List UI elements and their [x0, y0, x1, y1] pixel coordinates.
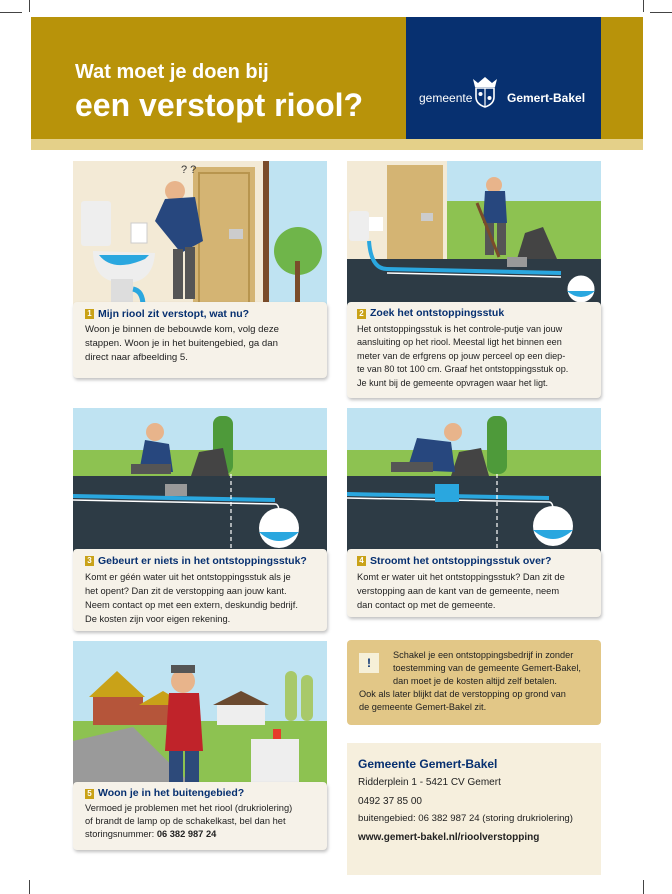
step-text-line: stappen. Woon je in het buitengebied, ga dan [85, 338, 278, 349]
contact-name: Gemeente Gemert-Bakel [358, 757, 498, 771]
warning-text-line: Ook als later blijkt dat de verstopping op grond van [359, 689, 566, 699]
illustration-countryside [73, 641, 327, 786]
step-card-5 [73, 782, 327, 850]
step-title: Stroomt het ontstoppingsstuk over? [370, 555, 552, 567]
contact-box [347, 743, 601, 875]
step-text-line: De kosten zijn voor eigen rekening. [85, 614, 231, 624]
step-text-line: Je kunt bij de gemeente opvragen waar het ligt. [357, 377, 549, 388]
crop-mark [29, 0, 30, 12]
illustration-overflow [347, 408, 601, 553]
illustration-blocked-toilet [73, 161, 327, 306]
step-text-line: Woon je binnen de bebouwde kom, volg deze [85, 324, 279, 335]
contact-phone: 0492 37 85 00 [358, 796, 422, 807]
contact-website-link[interactable]: www.gemert-bakel.nl/rioolverstopping [358, 832, 540, 843]
contact-address: Ridderplein 1 - 5421 CV Gemert [358, 777, 501, 788]
step-text-line: Komt er water uit het ontstoppingsstuk? Dan zit de [357, 572, 565, 582]
illustration-digging [347, 161, 601, 306]
step-text-line: of brandt de lamp op de schakelkast, bel dan het [85, 816, 286, 826]
crop-mark [0, 12, 22, 13]
step-text-line: storingsnummer: [85, 829, 157, 839]
warning-text-line: de gemeente Gemert-Bakel zit. [359, 702, 487, 712]
exclamation-icon: ! [359, 653, 379, 673]
step-text-line: direct naar afbeelding 5. [85, 352, 188, 363]
crop-mark [29, 880, 30, 894]
step-number: 4 [357, 556, 366, 566]
step-text-line: Komt er géén water uit het ontstoppingsstuk als je [85, 572, 291, 582]
step-number: 1 [85, 309, 94, 319]
step-card-1 [73, 302, 327, 378]
step-card-4 [347, 549, 601, 617]
step-title: Zoek het ontstoppingsstuk [370, 307, 505, 319]
step-text-line: Het ontstoppingsstuk is het controle-putje van jouw [357, 323, 563, 334]
step-number: 2 [357, 309, 366, 319]
step-text-line: Vermoed je problemen met het riool (drukriolering) [85, 803, 293, 813]
step-title: Mijn riool zit verstopt, wat nu? [98, 308, 250, 320]
illustration-no-water [73, 408, 327, 553]
crop-mark [643, 880, 644, 894]
step-text-line: te van 80 tot 100 cm. Graaf het ontstoppingsstuk op. [357, 364, 569, 374]
step-card-2 [347, 302, 601, 398]
warning-text-line: toestemming van de gemeente Gemert-Bakel, [393, 663, 581, 673]
header-banner: Wat moet je doen bij een verstopt riool? gemeente Gemert-Bakel [31, 17, 643, 150]
step-text-line: Neem contact op met een extern, deskundig bedrijf. [85, 600, 298, 610]
step-text-line: dan contact op met de gemeente. [357, 600, 496, 610]
coat-of-arms-icon [467, 73, 503, 109]
storing-phone: 06 382 987 24 [156, 829, 217, 839]
warning-text-line: dan moet je de kosten altijd zelf betalen. [393, 676, 557, 686]
step-text-line: het opent? Dan zit de verstopping aan jouw kant. [85, 586, 287, 596]
step-title: Gebeurt er niets in het ontstoppingsstuk? [98, 555, 307, 567]
crop-mark [643, 0, 644, 12]
step-title: Woon je in het buitengebied? [98, 787, 245, 799]
warning-text-line: Schakel je een ontstoppingsbedrijf in zonder [393, 650, 574, 660]
step-card-3 [73, 549, 327, 631]
page-title-line1: Wat moet je doen bij [75, 61, 269, 83]
crop-mark [650, 12, 672, 13]
step-number: 5 [85, 789, 94, 799]
page-title-line2: een verstopt riool? [75, 87, 364, 123]
warning-box [347, 640, 601, 725]
step-text-line: meter van de erfgrens op jouw perceel op een diep- [357, 350, 566, 361]
contact-outdoor-phone: buitengebied: 06 382 987 24 (storing drukriolering) [358, 813, 573, 824]
step-number: 3 [85, 556, 94, 566]
step-text-line: aansluiting op het riool. Meestal ligt het binnen een [357, 337, 562, 347]
svg-text:? ?: ? ? [181, 164, 197, 176]
step-text-line: verstopping aan de kant van de gemeente, neem [357, 586, 560, 596]
